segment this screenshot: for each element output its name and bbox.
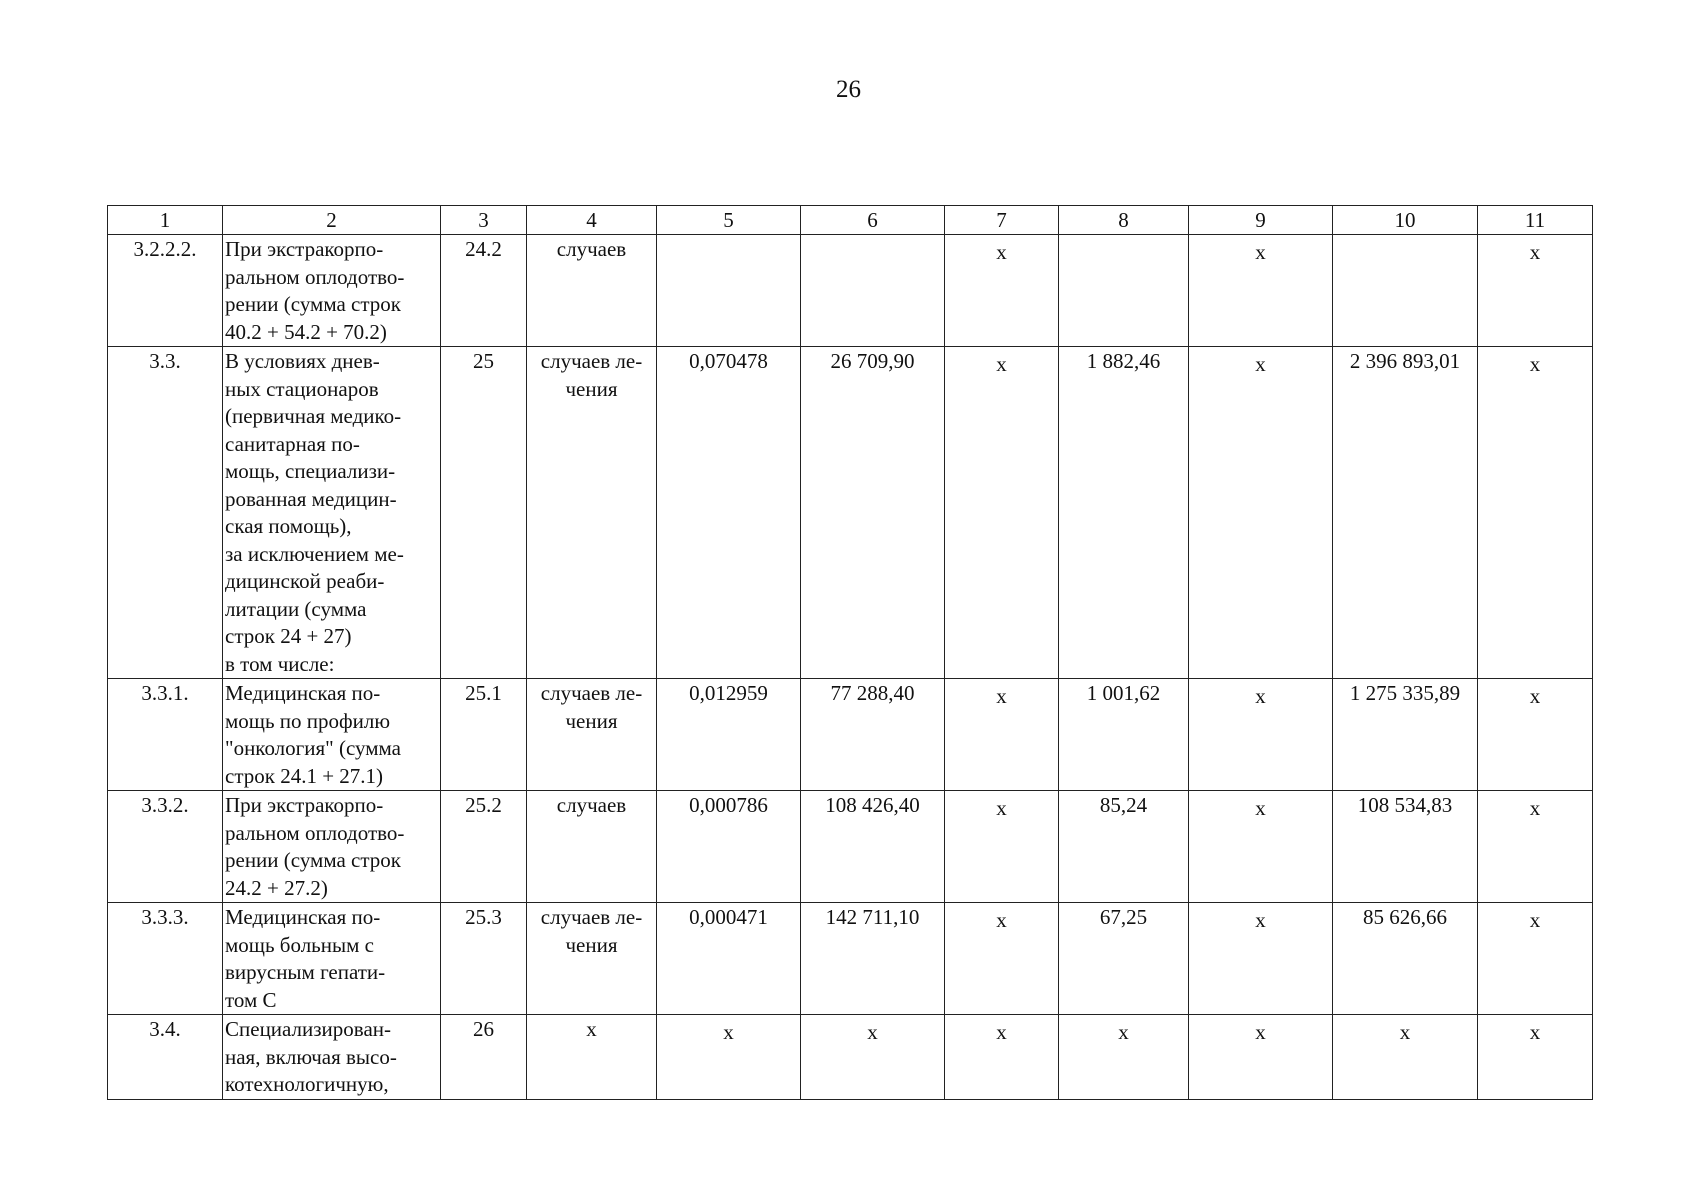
- row-unit-line: случаев: [556, 237, 627, 261]
- cell-c6: 77 288,40: [801, 679, 945, 791]
- row-unit: [527, 679, 657, 791]
- row-code: 3.3.1.: [108, 679, 223, 791]
- cell-c5: [657, 235, 801, 347]
- data-table: [107, 205, 1593, 1100]
- cell-c9: х: [1189, 347, 1333, 679]
- row-description-line: 40.2 + 54.2 + 70.2): [225, 319, 387, 344]
- cell-c11: х: [1478, 1015, 1593, 1100]
- row-description-line: в том числе:: [225, 651, 335, 676]
- row-description-line: мощь больным с: [225, 932, 374, 957]
- row-line-number: 25: [441, 347, 527, 679]
- cell-c8: х: [1059, 1015, 1189, 1100]
- row-description: [223, 1015, 441, 1100]
- row-unit-line: случаев: [556, 793, 627, 817]
- cell-c9: х: [1189, 791, 1333, 903]
- cell-c6: [801, 235, 945, 347]
- row-line-number: 25.2: [441, 791, 527, 903]
- cell-c5: 0,000786: [657, 791, 801, 903]
- cell-c6: х: [801, 1015, 945, 1100]
- table-row: [108, 791, 1593, 903]
- cell-c7: х: [945, 679, 1059, 791]
- cell-c6: 142 711,10: [801, 903, 945, 1015]
- table-row: [108, 347, 1593, 679]
- row-description-line: (первичная медико-: [225, 404, 402, 428]
- cell-c11: х: [1478, 791, 1593, 903]
- cell-c10: 108 534,83: [1333, 791, 1478, 903]
- column-header: 10: [1333, 206, 1478, 235]
- row-description-line: дицинской реаби-: [225, 569, 385, 593]
- row-unit: [527, 347, 657, 679]
- cell-c9: х: [1189, 903, 1333, 1015]
- column-header: 8: [1059, 206, 1189, 235]
- cell-c5: 0,012959: [657, 679, 801, 791]
- cell-c8: 1 001,62: [1059, 679, 1189, 791]
- cell-c5: 0,070478: [657, 347, 801, 679]
- row-unit-line: случаев ле-: [540, 349, 643, 373]
- row-description-line: ральном оплодотво-: [225, 820, 405, 845]
- row-description-line: ская помощь),: [225, 514, 352, 538]
- row-unit-line: случаев ле-: [540, 681, 643, 705]
- row-description-line: рении (сумма строк: [225, 292, 402, 316]
- row-unit-line: х: [586, 1017, 597, 1041]
- cell-c5: 0,000471: [657, 903, 801, 1015]
- row-description: [223, 903, 441, 1015]
- row-unit: [527, 791, 657, 903]
- row-code: 3.4.: [108, 1015, 223, 1100]
- row-description-line: При экстракорпо-: [225, 793, 384, 817]
- row-description: [223, 235, 441, 347]
- row-description-line: 24.2 + 27.2): [225, 875, 328, 900]
- row-line-number: 26: [441, 1015, 527, 1100]
- row-unit-line: чения: [565, 376, 618, 401]
- page-number: 26: [836, 76, 861, 103]
- cell-c8: 67,25: [1059, 903, 1189, 1015]
- cell-c9: х: [1189, 1015, 1333, 1100]
- row-description-line: мощь по профилю: [225, 708, 391, 733]
- row-code: 3.3.3.: [108, 903, 223, 1015]
- row-description-line: ральном оплодотво-: [225, 264, 405, 289]
- row-description-line: рованная медицин-: [225, 486, 397, 511]
- row-unit-line: случаев ле-: [540, 905, 643, 929]
- cell-c8: 85,24: [1059, 791, 1189, 903]
- row-description-line: В условиях днев-: [225, 349, 380, 373]
- row-unit-line: чения: [565, 708, 618, 733]
- row-description-line: котехнологичную,: [225, 1072, 389, 1096]
- row-code: 3.3.2.: [108, 791, 223, 903]
- row-unit: [527, 903, 657, 1015]
- row-unit-line: чения: [565, 932, 618, 957]
- cell-c11: х: [1478, 679, 1593, 791]
- cell-c11: х: [1478, 235, 1593, 347]
- row-description-line: том С: [225, 987, 277, 1012]
- cell-c7: х: [945, 235, 1059, 347]
- row-description-line: "онкология" (сумма: [225, 736, 401, 760]
- column-header: 11: [1478, 206, 1593, 235]
- cell-c10: 1 275 335,89: [1333, 679, 1478, 791]
- row-description-line: вирусным гепати-: [225, 960, 386, 984]
- column-header: 4: [527, 206, 657, 235]
- cell-c7: х: [945, 347, 1059, 679]
- row-description: [223, 347, 441, 679]
- row-code: 3.2.2.2.: [108, 235, 223, 347]
- header-row: [108, 206, 1593, 235]
- row-line-number: 25.1: [441, 679, 527, 791]
- cell-c10: [1333, 235, 1478, 347]
- table-row: [108, 1015, 1593, 1100]
- cell-c10: 2 396 893,01: [1333, 347, 1478, 679]
- row-description-line: ных стационаров: [225, 376, 379, 401]
- cell-c7: х: [945, 1015, 1059, 1100]
- row-description-line: рении (сумма строк: [225, 848, 402, 872]
- row-description-line: строк 24.1 + 27.1): [225, 763, 384, 788]
- cell-c9: х: [1189, 235, 1333, 347]
- row-description: [223, 791, 441, 903]
- row-unit: [527, 1015, 657, 1100]
- cell-c11: х: [1478, 347, 1593, 679]
- row-description-line: ная, включая высо-: [225, 1044, 397, 1069]
- cell-c10: х: [1333, 1015, 1478, 1100]
- table-row: [108, 903, 1593, 1015]
- cell-c10: 85 626,66: [1333, 903, 1478, 1015]
- row-description-line: за исключением ме-: [225, 541, 404, 566]
- cell-c9: х: [1189, 679, 1333, 791]
- row-code: 3.3.: [108, 347, 223, 679]
- row-description-line: Специализирован-: [225, 1017, 391, 1041]
- row-description-line: санитарная по-: [225, 431, 360, 456]
- row-description-line: мощь, специализи-: [225, 459, 396, 483]
- row-description: [223, 679, 441, 791]
- cell-c7: х: [945, 903, 1059, 1015]
- cell-c8: 1 882,46: [1059, 347, 1189, 679]
- cell-c8: [1059, 235, 1189, 347]
- column-header: 2: [223, 206, 441, 235]
- column-header: 6: [801, 206, 945, 235]
- table-row: [108, 235, 1593, 347]
- cell-c6: 108 426,40: [801, 791, 945, 903]
- cell-c7: х: [945, 791, 1059, 903]
- row-line-number: 25.3: [441, 903, 527, 1015]
- column-header: 9: [1189, 206, 1333, 235]
- row-unit: [527, 235, 657, 347]
- cell-c5: х: [657, 1015, 801, 1100]
- cell-c11: х: [1478, 903, 1593, 1015]
- column-header: 5: [657, 206, 801, 235]
- column-header: 1: [108, 206, 223, 235]
- row-description-line: Медицинская по-: [225, 905, 381, 929]
- row-description-line: литации (сумма: [225, 596, 367, 621]
- table-row: [108, 679, 1593, 791]
- row-description-line: строк 24 + 27): [225, 624, 352, 648]
- row-description-line: При экстракорпо-: [225, 237, 384, 261]
- cell-c6: 26 709,90: [801, 347, 945, 679]
- column-header: 7: [945, 206, 1059, 235]
- row-description-line: Медицинская по-: [225, 681, 381, 705]
- column-header: 3: [441, 206, 527, 235]
- row-line-number: 24.2: [441, 235, 527, 347]
